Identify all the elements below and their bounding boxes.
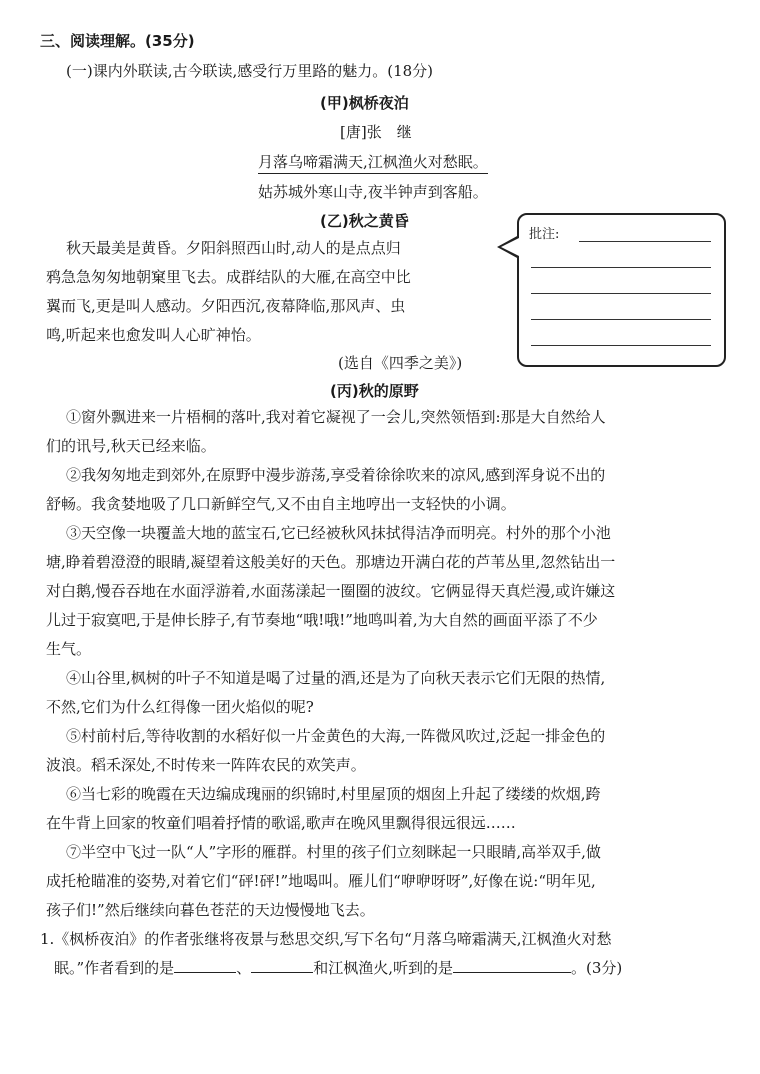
bing-para-5-line-1: ⑤村前村后,等待收割的水稻好似一片金黄色的大海,一阵微风吹过,泛起一排金色的 [66,727,606,745]
poem-line-1: 月落乌啼霜满天,江枫渔火对愁眠。 [258,151,488,172]
note-box-tail-inner [501,238,519,256]
note-line [579,241,711,242]
yi-source: (选自《四季之美》) [338,354,463,372]
bing-para-3-line-5: 生气。 [46,640,92,658]
question-1-line-1: 1.《枫桥夜泊》的作者张继将夜景与愁思交织,写下名句“月落乌啼霜满天,江枫渔火对愁 [40,930,612,948]
question-1-line-2: 眠。”作者看到的是 、 和江枫渔火,听到的是 。(3分) [54,959,623,977]
bing-para-4-line-1: ④山谷里,枫树的叶子不知道是喝了过量的酒,还是为了向秋天表示它们无限的热情, [66,669,606,687]
poem-author: [唐]张 继 [340,123,412,141]
bing-para-3-line-2: 塘,睁着碧澄澄的眼睛,凝望着这般美好的天色。那塘边开满白花的芦苇丛里,忽然钻出一 [46,553,616,571]
subsection-heading: (一)课内外联读,古今联读,感受行万里路的魅力。(18分) [66,62,434,80]
yi-line-3: 翼而飞,更是叫人感动。夕阳西沉,夜幕降临,那风声、虫 [46,297,406,315]
poem-line-2: 姑苏城外寒山寺,夜半钟声到客船。 [258,183,488,201]
poem-title: (甲)枫桥夜泊 [320,94,409,112]
bing-title: (丙)秋的原野 [330,382,419,400]
yi-line-4: 鸣,听起来也愈发叫人心旷神怡。 [46,326,261,344]
bing-para-6-line-1: ⑥当七彩的晚霞在天边编成瑰丽的织锦时,村里屋顶的烟囱上升起了缕缕的炊烟,跨 [66,785,601,803]
bing-para-3-line-1: ③天空像一块覆盖大地的蓝宝石,它已经被秋风抹拭得洁净而明亮。村外的那个小池 [66,524,611,542]
answer-blank-2[interactable] [251,958,313,973]
note-box-label: 批注: [529,227,560,242]
bing-para-7-line-2: 成托枪瞄准的姿势,对着它们“砰!砰!”地喝叫。雁儿们“咿咿呀呀”,好像在说:“明年见, [46,872,596,890]
note-line [531,319,711,320]
bing-para-5-line-2: 波浪。稻禾深处,不时传来一阵阵农民的欢笑声。 [46,756,366,774]
bing-para-2-line-2: 舒畅。我贪婪地吸了几口新鲜空气,又不由自主地哼出一支轻快的小调。 [46,495,516,513]
note-box[interactable] [517,213,726,367]
bing-para-7-line-1: ⑦半空中飞过一队“人”字形的雁群。村里的孩子们立刻眯起一只眼睛,高举双手,做 [66,843,601,861]
bing-para-3-line-3: 对白鹅,慢吞吞地在水面浮游着,水面荡漾起一圈圈的波纹。它俩显得天真烂漫,或许嫌这 [46,582,616,600]
bing-para-1-line-2: 们的讯号,秋天已经来临。 [46,437,216,455]
bing-para-3-line-4: 儿过于寂寞吧,于是伸长脖子,有节奏地“哦!哦!”地鸣叫着,为大自然的画面平添了不少 [46,611,598,629]
bing-para-6-line-2: 在牛背上回家的牧童们唱着抒情的歌谣,歌声在晚风里飘得很远很远…… [46,814,516,832]
note-line [531,267,711,268]
note-line [531,293,711,294]
answer-blank-1[interactable] [174,958,236,973]
yi-title: (乙)秋之黄昏 [320,212,409,230]
bing-para-1-line-1: ①窗外飘进来一片梧桐的落叶,我对着它凝视了一会儿,突然领悟到:那是大自然给人 [66,408,606,426]
yi-line-1: 秋天最美是黄昏。夕阳斜照西山时,动人的是点点归 [66,239,401,257]
bing-para-2-line-1: ②我匆匆地走到郊外,在原野中漫步游荡,享受着徐徐吹来的凉风,感到浑身说不出的 [66,466,606,484]
bing-para-7-line-3: 孩子们!”然后继续向暮色苍茫的天边慢慢地飞去。 [46,901,375,919]
bing-para-4-line-2: 不然,它们为什么红得像一团火焰似的呢? [46,698,314,716]
section-heading: 三、阅读理解。(35分) [40,32,195,50]
note-line [531,345,711,346]
yi-line-2: 鸦急急匆匆地朝窠里飞去。成群结队的大雁,在高空中比 [46,268,411,286]
answer-blank-3[interactable] [453,958,571,973]
